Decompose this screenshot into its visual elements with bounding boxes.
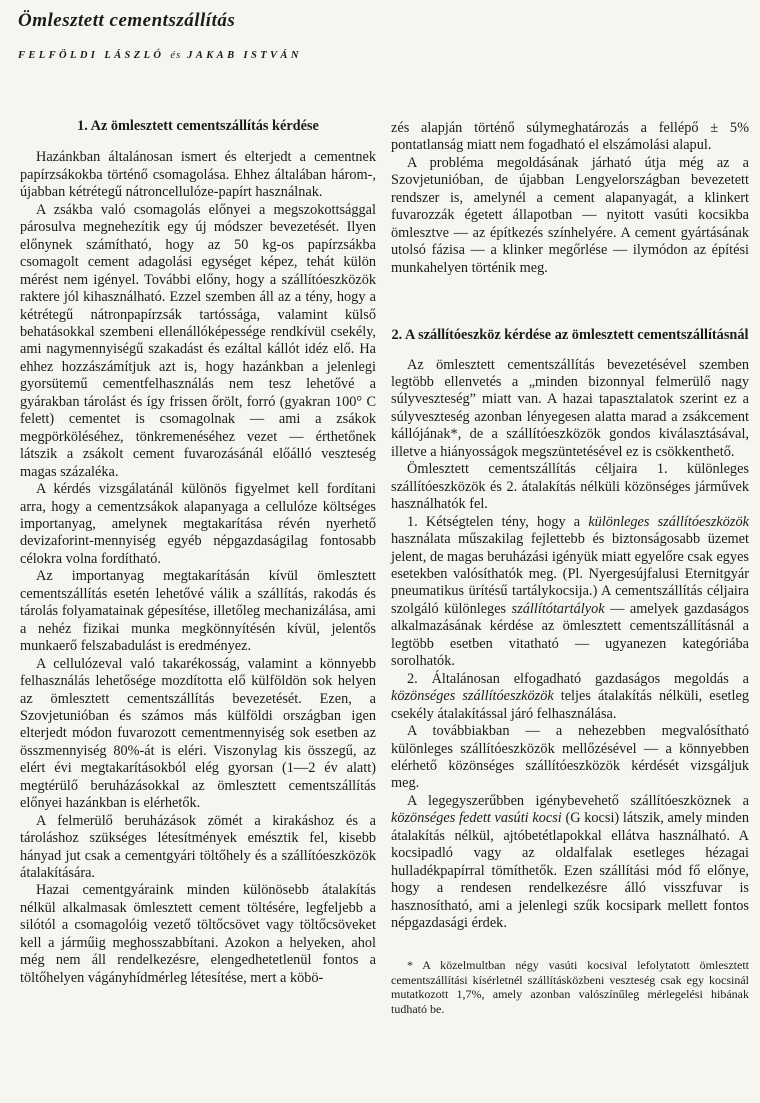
section2-heading: 2. A szállítóeszköz kérdése az ömlesztett cementszállításnál	[391, 327, 749, 344]
section1-paragraph-2: A zsákba való csomagolás előnyei a megszokottsággal párosulva megnehezítik egy új módszer bevezetését. Ilyen előnynek számítható, hogy az 50 kg-os papírzsákba csomagolt cement adagolási egységet képez, tehát külön mérést nem igényel. További előny, hogy a szállítóeszközök raktere jól kihasználható. Ezzel szemben áll az a tény, hogy a kétrétegű nátronpapírzsák tartóssága, valamint külső behatásokkal szembeni ellenállóképessége rendkívül csekély, ami nagymennyiségű szakadást és ezáltal kállót idéz elő. Ha ehhez hozzászámítjuk azt is, hogy hazánkban a jelenlegi gyorsütemű cementfelhasználás nem tesz lehetővé a gyárakban tárolást és így frissen őrölt, forró (gyakran 100° C felett) cementet is csomagolnak — ami a zsákok megpörköléséhez, tönkremenéséhez vezet — érthetőnek látszik a zsákolt cement fuvarozásánál előálló veszteség magas százaléka.	[20, 201, 376, 480]
emphasis-covered-wagon: közönséges fedett vasúti kocsi	[391, 810, 562, 827]
section2-paragraph-6: A legegyszerűbben igénybevehető szállítóeszköznek a közönséges fedett vasúti kocsi (G kocsi) látszik, amely minden átalakítás nélkül, ajtóbetétlapokkal ellátva használható. A kocsipadló vagy az oldalfalak esetleges hézagai hulladékpapírral tömíthetők. Ezen szállítási mód fő előnye, hogy a rendesen rendelkezésre álló visszfuvar is hasznosítható, ami a jelenlegi szűk kocsipark mellett fontos népgazdasági érdek.	[391, 792, 750, 932]
section1-paragraph-5: A cellulózeval való takarékosság, valamint a könnyebb felhasználás lehetősége mozdította elő külföldön sok helyen az ömlesztett cementszállítás bevezetését. Ezen, a Szovjetunióban és számos más külföldi országban igen elterjedt módon fuvarozott cementmennyiség sok esetben az összmennyiség 80%-át is eléri. Viszonylag kis összegű, az elért évi megtakarításokból elég gyorsan (1—2 év alatt) megtérülő beruházásokkal az ömlesztett cementszállítás előnyei hazánkban is elérhetők.	[20, 655, 376, 812]
emphasis-common-vehicles: közönséges szállítóeszközök	[391, 688, 554, 705]
section1-paragraph-6: A felmerülő beruházások zömét a kirakáshoz és a tároláshoz szükséges létesítmények emésztik fel, kisebb hányad jut csak a cementgyári töltőhely és a szállítóeszközök átalakítására.	[20, 812, 376, 882]
section1-paragraph-1: Hazánkban általánosan ismert és elterjedt a cementnek papírzsákokba történő csomagolása. Ehhez általában három-, újabban kétrétegű nátroncellulóze-papírt használnak.	[20, 149, 376, 201]
author-jakab: JAKAB ISTVÁN	[187, 50, 302, 61]
section2-paragraph-5: A továbbiakban — a nehezebben megvalósítható különleges szállítóeszközök mellőzésével — a könnyebben elérhető közönséges szállítóeszközök kérdését vizsgáljuk meg.	[391, 723, 749, 792]
section1-paragraph-7-continued: zés alapján történő súlymeghatározás a fellépő ± 5% pontatlanság miatt nem fogadható el elszámolási alapul.	[391, 120, 749, 154]
author-felfoldi: FELFÖLDI LÁSZLÓ	[18, 50, 165, 61]
section2-paragraph-4: 2. Általánosan elfogadható gazdaságos megoldás a közönséges szállítóeszközök teljes átalakítás nélküli, esetleg csekély átalakítással járó felhasználása.	[391, 670, 749, 722]
section2-paragraph-1: Az ömlesztett cementszállítás bevezetésével szemben legtöbb ellenvetés a „minden bizonnyal felmerülő nagy súlyveszteség” miatt van. A hazai tapasztalatok szerint ez a súlyveszteség azonban lényegesen alatta marad a zsákcement kállójának*, de a szállítóeszközök gondos kiválasztásával, illetve a hiányosságok megszüntetésével ez is csökkenthető.	[391, 356, 749, 460]
emphasis-transport-tanks: szállítótartályok	[511, 600, 605, 617]
emphasis-special-vehicles: különleges szállítóeszközök	[588, 513, 749, 530]
section1-paragraph-7: Hazai cementgyáraink minden különösebb átalakítás nélkül alkalmasak ömlesztett cement töltésére, legfeljebb a silótól a csomagolóig vezető töltőcsövet vagy töltőcsöveket kell a járműig meghosszabbítani. Azokon a helyeken, ahol még nem áll rendelkezésre, elengedhetetlenül fontos a töltőhelyen vágányhídmérleg létesítése, mert a köbö-	[20, 882, 376, 986]
section1-paragraph-4: Az importanyag megtakarításán kívül ömlesztett cementszállítás esetén lehetővé válik a szállítás, rakodás és tárolás folyamatainak gépesítése, illetőleg mechanizálása, ami a nehéz fizikai munka megkönnyítésén kívül, jelentős munkaerő felszabadulást is eredményez.	[20, 568, 376, 655]
section1-paragraph-3: A kérdés vizsgálatánál különös figyelmet kell fordítani arra, hogy a cementzsákok alapanyaga a cellulóze költséges importanyag, amelynek megtakarítása révén nyerhető devizaforint-mennyiség egyéb népgazdaságilag fontosabb célokra volna fordítható.	[20, 481, 376, 567]
right-column	[391, 120, 749, 1016]
footnote-text: * A közelmultban négy vasúti kocsival lefolytatott ömlesztett cementszállítási kísérletnél szállításközbeni veszteség csak egy kocsinál mutatkozott 1,7%, amely azonban valószínűleg mérlegelési hibának tudható be.	[391, 958, 749, 1016]
section1-heading: 1. Az ömlesztett cementszállítás kérdése	[77, 118, 319, 134]
section2-paragraph-3: 1. Kétségtelen tény, hogy a különleges szállítóeszközök használata műszakilag fejlettebb és biztonságosabb üzemet jelent, de magas beruházási igényük miatt egyelőre csak egyes esetekben valósíthatók meg. (Pl. Nyergesújfalusi Eternitgyár pneumatikus ürítésű tartálykocsija.) A cementszállítás céljaira szolgáló különleges szállítótartályok — amelyek gazdaságos alkalmazásának kérdése az ömlesztett cementszállításnál a legtöbb esetben vitatható — ugyanezen kategóriába sorolhatók.	[391, 513, 749, 670]
article-authors	[18, 50, 302, 61]
author-conjunction: és	[170, 50, 182, 61]
left-column	[20, 118, 376, 987]
footnote	[391, 958, 749, 1016]
section2-paragraph-2: Ömlesztett cementszállítás céljaira 1. különleges szállítóeszközök és 2. átalakítás nélküli közönséges járművek használhatók fel.	[391, 461, 749, 513]
article-title: Ömlesztett cementszállítás	[18, 10, 236, 31]
section1-paragraph-8: A probléma megoldásának járható útja még az a Szovjetunióban, de újabban Lengyelországban bevezetett rendszer is, amelynél a cement alapanyagát, a klinkert fuvarozzák égetett állapotban — nyitott vasúti kocsikba ömlesztve — az építkezés színhelyére. A cement gyártásának utolsó fázisa — a klinker megőrlése — ilymódon az építési munkahelyen történik meg.	[391, 154, 749, 276]
